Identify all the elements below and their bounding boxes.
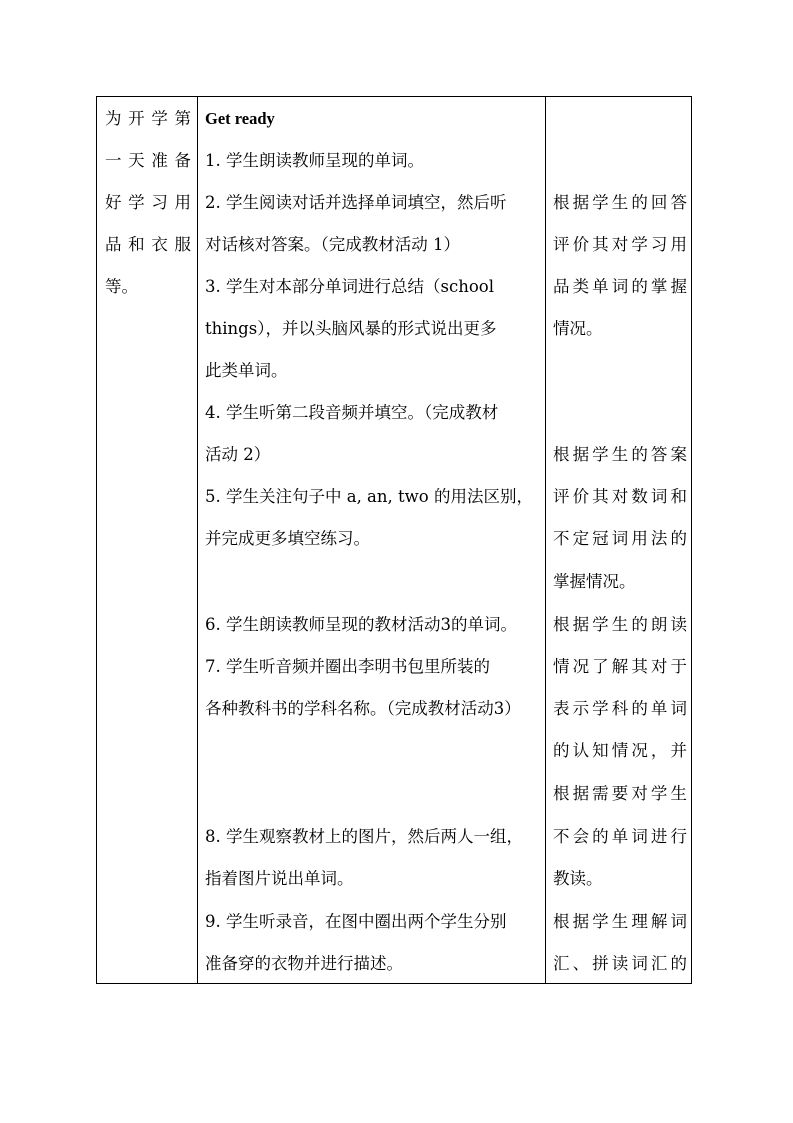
column-divider — [545, 97, 546, 983]
activity-line: 各种教科书的学科名称。（完成教材活动3） — [205, 699, 521, 718]
activity-line: 活动 2） — [205, 445, 271, 464]
activity-line: 4. 学生听第二段音频并填空。（完成教材 — [205, 403, 499, 422]
objective-line: 一天准备 — [105, 151, 191, 170]
activity-line: 并完成更多填空练习。 — [205, 529, 370, 548]
assessment-line: 评价其对学习用 — [553, 235, 687, 254]
assessment-line: 根据需要对学生 — [553, 784, 687, 803]
activity-line: 2. 学生阅读对话并选择单词填空，然后听 — [205, 193, 507, 212]
assessment-line: 表示学科的单词 — [553, 699, 687, 718]
assessment-line: 汇、拼读词汇的 — [553, 954, 687, 973]
assessment-line: 的认知情况，并 — [553, 741, 687, 760]
activity-line: 6. 学生朗读教师呈现的教材活动3的单词。 — [205, 615, 517, 634]
activity-line: 3. 学生对本部分单词进行总结（school — [205, 277, 494, 296]
activity-line: 指着图片说出单词。 — [205, 869, 354, 888]
objective-line: 为开学第 — [105, 109, 191, 128]
assessment-line: 教读。 — [553, 869, 603, 888]
activities-title: Get ready — [205, 109, 275, 128]
assessment-line: 根据学生的回答 — [553, 193, 687, 212]
activity-line: 对话核对答案。（完成教材活动 1） — [205, 235, 460, 254]
assessment-line: 品类单词的掌握 — [553, 277, 687, 296]
assessment-line: 情况。 — [553, 319, 603, 338]
activity-line: things），并以头脑风暴的形式说出更多 — [205, 319, 497, 338]
objective-line: 等。 — [105, 277, 138, 296]
activity-line: 此类单词。 — [205, 361, 288, 380]
activity-line: 准备穿的衣物并进行描述。 — [205, 954, 403, 973]
lesson-plan-table — [96, 96, 692, 984]
assessment-line: 评价其对数词和 — [553, 487, 687, 506]
column-divider — [197, 97, 198, 983]
activity-line: 7. 学生听音频并圈出李明书包里所装的 — [205, 657, 490, 676]
activity-line: 9. 学生听录音，在图中圈出两个学生分别 — [205, 912, 507, 931]
assessment-line: 根据学生的朗读 — [553, 615, 687, 634]
objective-line: 品和衣服 — [105, 235, 191, 254]
assessment-line: 不定冠词用法的 — [553, 529, 687, 548]
objective-line: 好学习用 — [105, 193, 191, 212]
assessment-line: 根据学生理解词 — [553, 912, 687, 931]
activity-line: 5. 学生关注句子中 a, an, two 的用法区别， — [205, 487, 533, 506]
assessment-line: 掌握情况。 — [553, 572, 636, 591]
activity-line: 8. 学生观察教材上的图片，然后两人一组， — [205, 827, 523, 846]
assessment-line: 不会的单词进行 — [553, 827, 687, 846]
assessment-line: 根据学生的答案 — [553, 445, 687, 464]
activity-line: 1. 学生朗读教师呈现的单词。 — [205, 151, 424, 170]
assessment-line: 情况了解其对于 — [553, 657, 687, 676]
